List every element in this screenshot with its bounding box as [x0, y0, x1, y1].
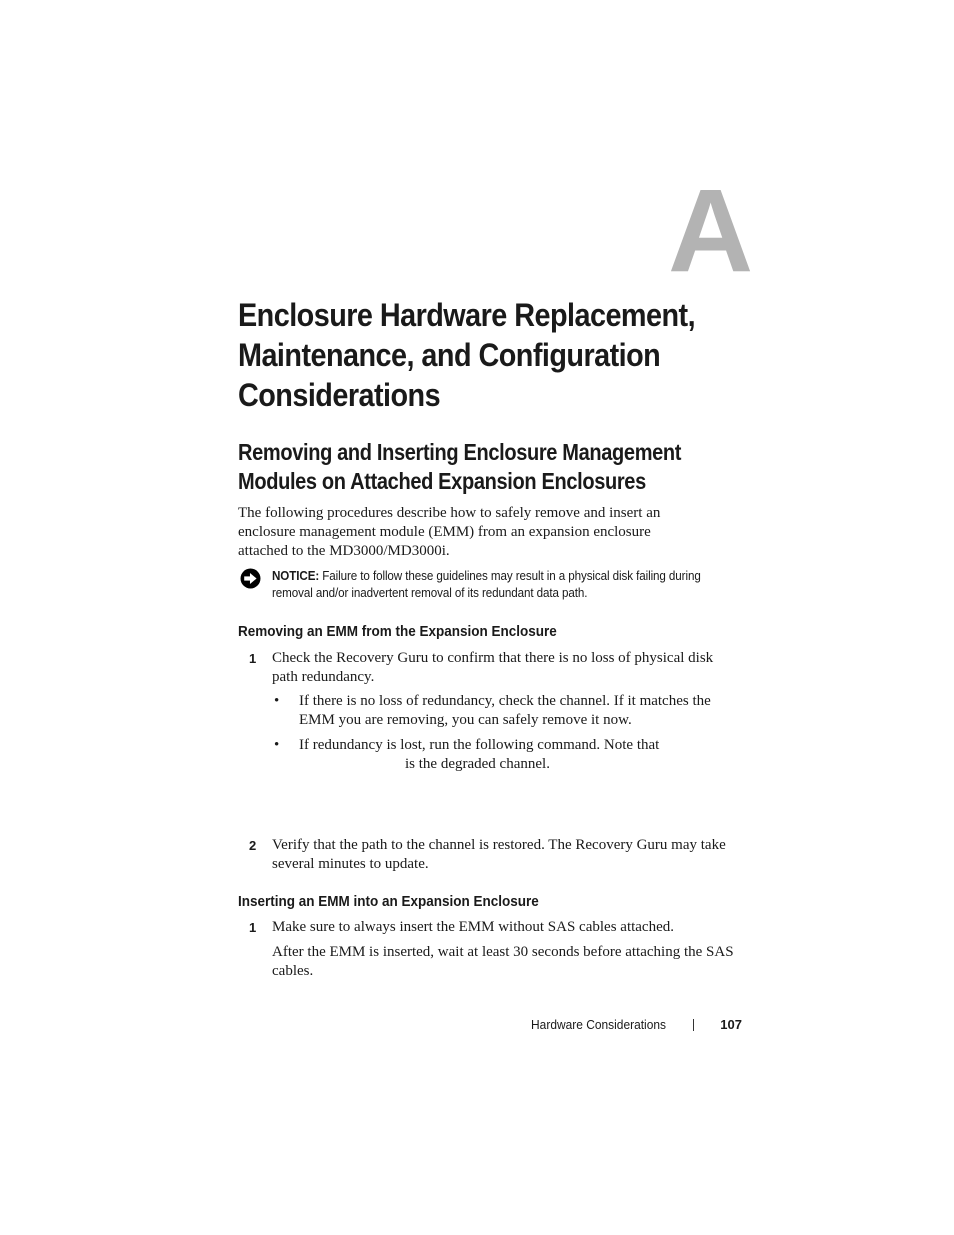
bullet-text-continuation: is the degraded channel. [405, 756, 550, 772]
notice-message: Failure to follow these guidelines may result in a physical disk failing during removal and/or inadvertent removal of its redundant data path. [272, 569, 701, 600]
step-text: Verify that the path to the channel is restored. The Recovery Guru may take several minutes to update. [272, 837, 726, 872]
step-number: 1 [249, 651, 257, 666]
section-title: Removing and Inserting Enclosure Management Modules on Attached Expansion Enclosures [238, 439, 682, 494]
bullet-symbol: • [274, 693, 280, 709]
notice-text [272, 568, 718, 602]
subheading-inserting-emm: Inserting an EMM into an Expansion Enclosure [238, 893, 539, 910]
page-number: 107 [720, 1017, 742, 1032]
appendix-letter: A [668, 165, 754, 297]
step-number: 2 [249, 838, 257, 853]
step-text: Check the Recovery Guru to confirm that there is no loss of physical disk path redundancy. [272, 650, 714, 685]
bullet-text: If there is no loss of redundancy, check the channel. If it matches the EMM you are removing, you can safely remove it now. [299, 693, 711, 728]
step-followup-text: After the EMM is inserted, wait at least 30 seconds before attaching the SAS cables. [272, 944, 734, 979]
chapter-title: Enclosure Hardware Replacement, Maintenance, and Configuration Considerations [238, 297, 696, 413]
subheading-removing-emm: Removing an EMM from the Expansion Enclosure [238, 623, 557, 640]
step-number: 1 [249, 920, 257, 935]
step-text: Make sure to always insert the EMM without SAS cables attached. [272, 919, 674, 935]
notice-label: NOTICE: [272, 569, 320, 583]
footer-divider [693, 1019, 694, 1031]
footer-label: Hardware Considerations [531, 1017, 666, 1032]
bullet-text: If redundancy is lost, run the following command. Note that [299, 737, 660, 753]
notice-arrow-icon [240, 568, 261, 589]
bullet-symbol: • [274, 737, 280, 753]
intro-paragraph: The following procedures describe how to safely remove and insert an enclosure management module (EMM) from an expansion enclosure attached to the MD3000/MD3000i. [238, 505, 661, 559]
